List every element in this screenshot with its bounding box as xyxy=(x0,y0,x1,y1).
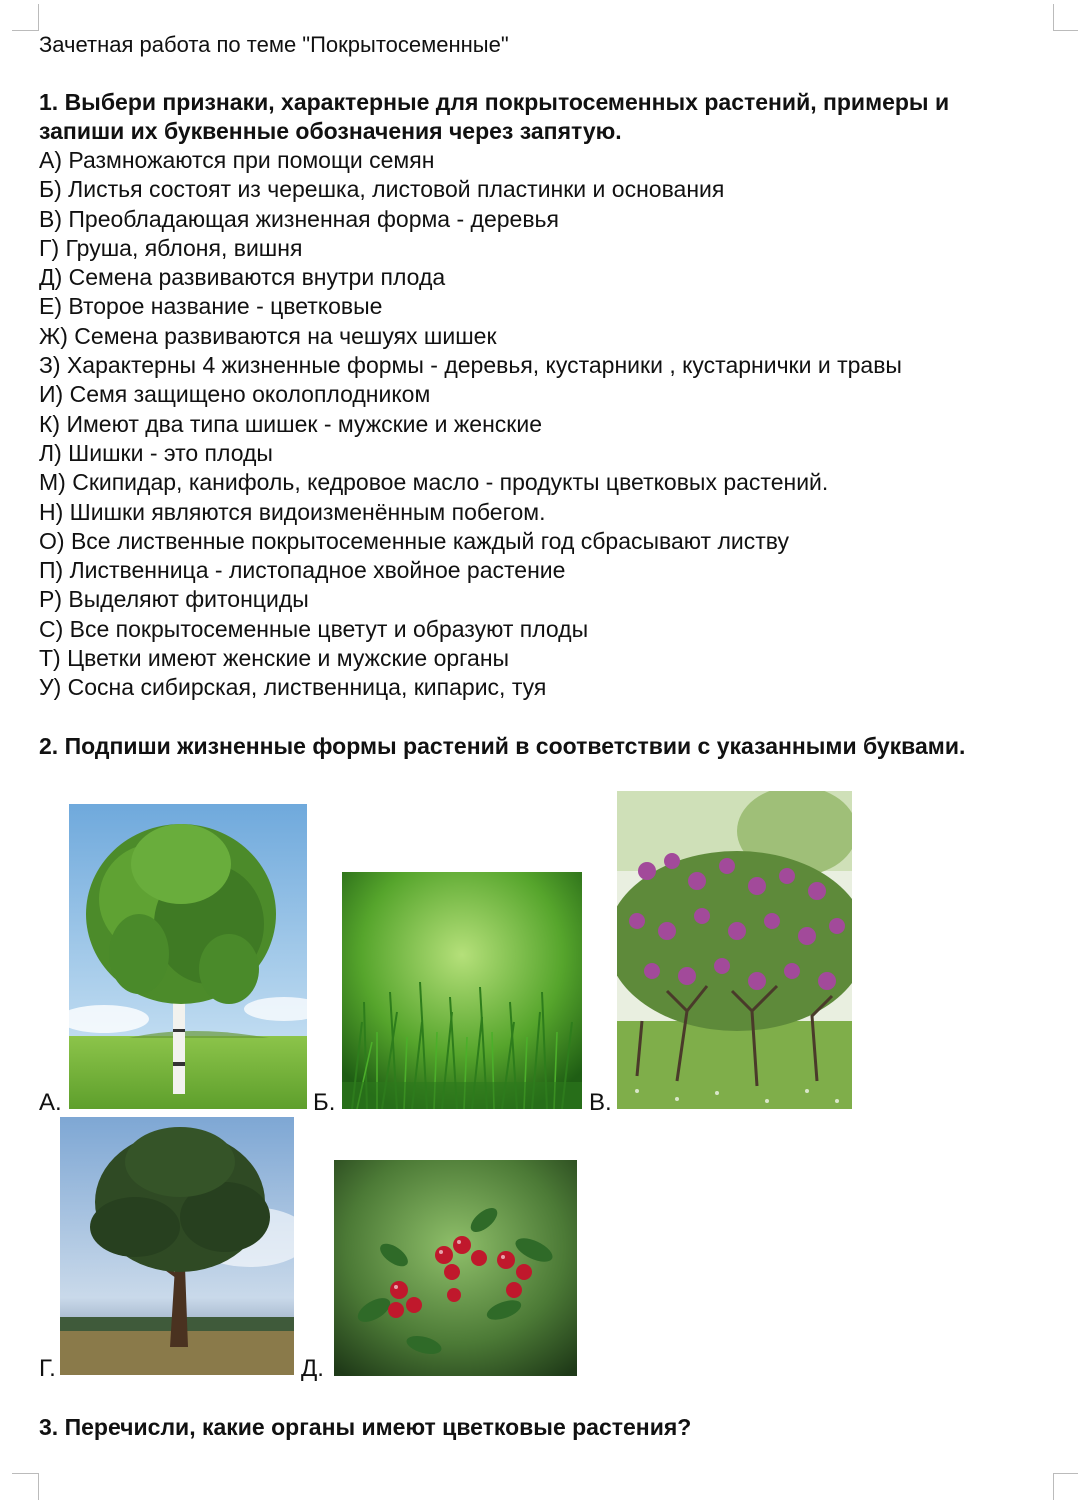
answer-option: К) Имеют два типа шишек - мужские и женские xyxy=(39,410,543,437)
answer-option: А) Размножаются при помощи семян xyxy=(39,147,435,173)
pine-tree-photo xyxy=(60,1117,294,1375)
question-3: 3. Перечисли, какие органы имеют цветковые растения? xyxy=(39,1414,692,1440)
lingonberry-photo xyxy=(334,1160,577,1376)
document-body xyxy=(39,30,1049,703)
page-corner-mark xyxy=(1053,1473,1078,1500)
answer-option: Н) Шишки являются видоизменённым побегом. xyxy=(39,498,546,525)
document-title: Зачетная работа по теме "Покрытосеменные" xyxy=(39,32,509,57)
page-corner-mark xyxy=(12,1473,39,1500)
answer-option: Л) Шишки - это плоды xyxy=(39,439,273,466)
answer-option: Д) Семена развиваются внутри плода xyxy=(39,264,446,291)
photo-label-g: Г. xyxy=(39,1355,56,1382)
question-1-line-2: запиши их буквенные обозначения через запятую. xyxy=(39,118,622,144)
question-1-line-1: 1. Выбери признаки, характерные для покрытосеменных растений, примеры и xyxy=(39,89,950,115)
answer-option: Е) Второе название - цветковые xyxy=(39,293,383,320)
answer-option: Р) Выделяют фитонциды xyxy=(39,586,309,613)
grass-photo xyxy=(342,872,582,1109)
photo-label-v: В. xyxy=(589,1089,612,1116)
answer-option: О) Все лиственные покрытосеменные каждый год сбрасывают листву xyxy=(39,527,789,554)
lilac-bush-photo xyxy=(617,791,852,1109)
answer-option: У) Сосна сибирская, лиственница, кипарис, туя xyxy=(39,674,547,701)
page-corner-mark xyxy=(12,4,39,31)
answer-option: В) Преобладающая жизненная форма - деревья xyxy=(39,205,559,232)
answer-options-list xyxy=(39,146,1049,703)
answer-option: З) Характерны 4 жизненные формы - деревья, кустарники , кустарнички и травы xyxy=(39,352,902,379)
answer-option: С) Все покрытосеменные цветут и образуют плоды xyxy=(39,615,589,642)
photo-label-d: Д. xyxy=(301,1355,324,1382)
answer-option: Т) Цветки имеют женские и мужские органы xyxy=(39,645,510,672)
birch-tree-photo xyxy=(69,804,307,1109)
answer-option: Ж) Семена развиваются на чешуях шишек xyxy=(39,322,497,349)
page-corner-mark xyxy=(1053,4,1078,31)
photo-label-a: А. xyxy=(39,1089,62,1116)
answer-option: Г) Груша, яблоня, вишня xyxy=(39,234,303,261)
photo-label-b: Б. xyxy=(313,1089,336,1116)
answer-option: Б) Листья состоят из черешка, листовой пластинки и основания xyxy=(39,176,725,203)
answer-option: П) Лиственница - листопадное хвойное растение xyxy=(39,557,566,584)
answer-option: И) Семя защищено околоплодником xyxy=(39,381,431,408)
answer-option: М) Скипидар, канифоль, кедровое масло - продукты цветковых растений. xyxy=(39,469,829,496)
question-1 xyxy=(39,88,1049,703)
question-2: 2. Подпиши жизненные формы растений в соответствии с указанными буквами. xyxy=(39,733,966,759)
